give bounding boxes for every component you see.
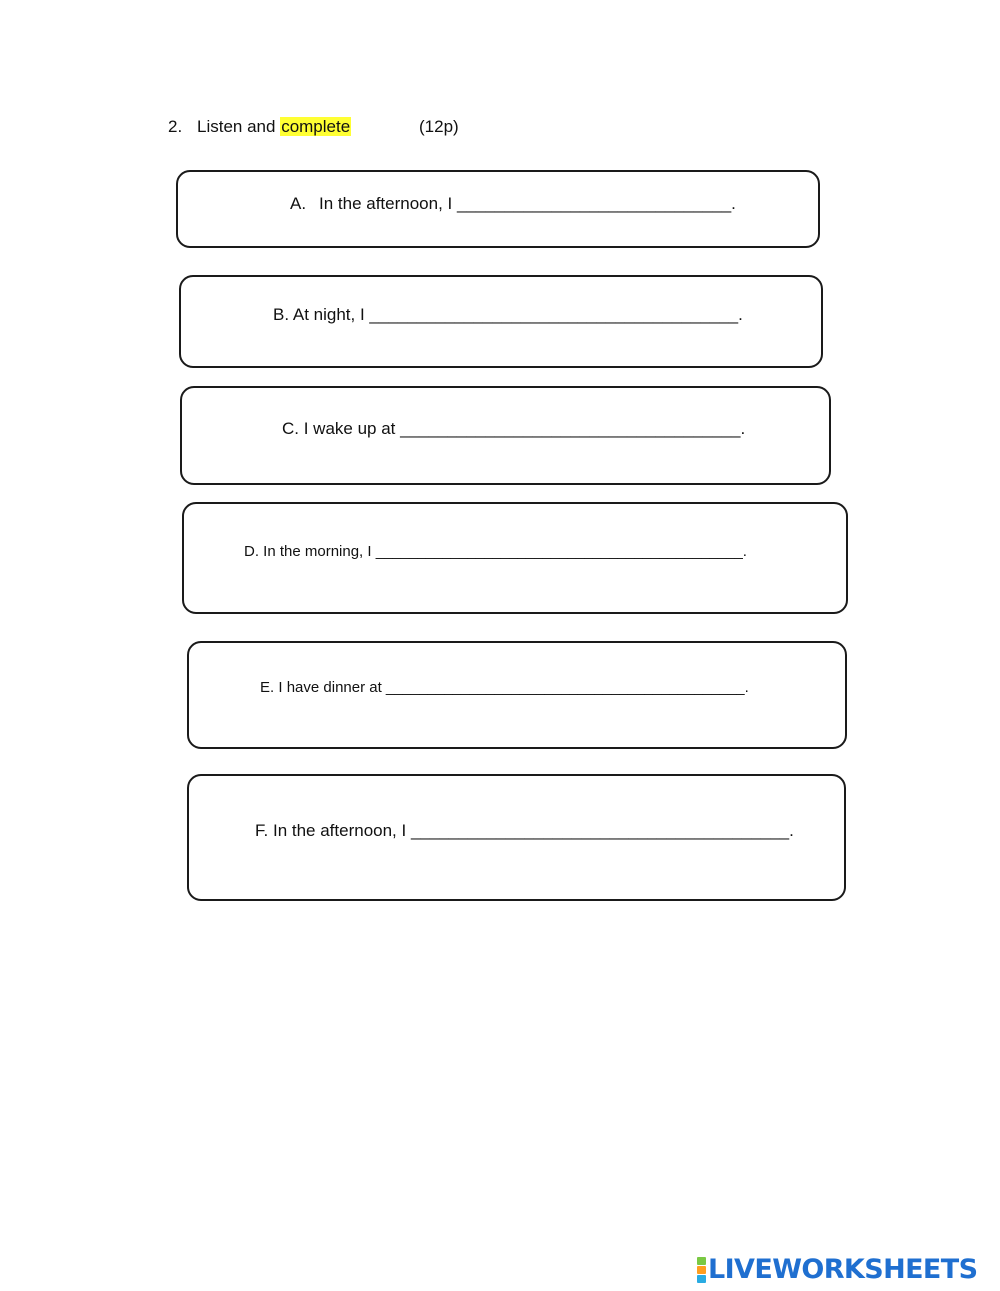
sentence-e — [260, 678, 749, 698]
logo-tile — [697, 1266, 706, 1274]
logo-tile — [697, 1275, 706, 1283]
item-letter: D. — [244, 543, 259, 560]
liveworksheets-logo — [697, 1255, 977, 1285]
item-letter: F. — [255, 821, 269, 840]
item-text: At night, I _______________________________________. — [292, 305, 743, 324]
item-letter: C. — [282, 419, 299, 438]
brand-name: LIVEWORKSHEETS — [708, 1254, 978, 1285]
item-text: In the afternoon, I ________________________________________. — [272, 821, 794, 840]
answer-box-c — [180, 386, 831, 485]
answer-box-f — [187, 774, 846, 901]
answer-box-e — [187, 641, 847, 749]
answer-box-b — [179, 275, 823, 368]
highlighted-word: complete — [281, 117, 351, 136]
item-text: I have dinner at ___________________________________________. — [278, 679, 749, 696]
sentence-a — [290, 194, 736, 214]
logo-tiles-icon — [697, 1257, 706, 1283]
item-text: In the morning, I ____________________________________________. — [263, 543, 747, 560]
exercise-heading — [168, 116, 459, 138]
exercise-points: (12p) — [419, 117, 459, 136]
sentence-c — [282, 419, 745, 439]
item-letter: A. — [290, 194, 307, 213]
item-text: I wake up at ____________________________________. — [303, 419, 746, 438]
exercise-number: 2. — [168, 117, 183, 136]
exercise-instruction: Listen and — [197, 117, 281, 136]
answer-box-d — [182, 502, 848, 614]
item-text: In the afternoon, I _____________________________. — [319, 194, 736, 213]
item-letter: B. — [273, 305, 290, 324]
logo-tile — [697, 1257, 706, 1265]
sentence-f — [255, 821, 794, 841]
answer-box-a — [176, 170, 820, 248]
sentence-d — [244, 542, 747, 562]
item-letter: E. — [260, 679, 275, 696]
sentence-b — [273, 305, 743, 325]
